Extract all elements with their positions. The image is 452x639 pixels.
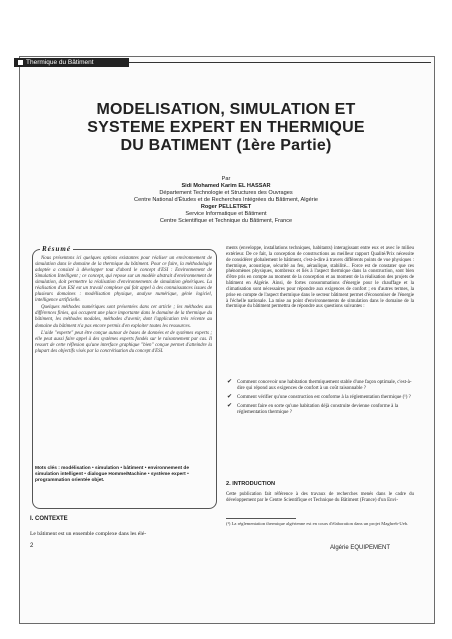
question-list [226, 380, 414, 419]
checkmark-icon: ✔ [227, 393, 233, 400]
checkmark-icon: ✔ [227, 402, 233, 409]
introduction-text: Cette publication fait référence à des travaux de recherches menés dans le cadre du développement par le Centre Scientifique et Technique du Bâtiment (France) d'un Envi- [226, 492, 414, 503]
contexte-text: Le bâtiment est un ensemble complexe dans les élé- [30, 531, 147, 537]
question-item [226, 380, 414, 392]
author-block [40, 176, 412, 225]
question-item [226, 404, 414, 416]
section-heading-introduction: 2. INTRODUCTION [226, 481, 276, 487]
title-line-3: DU BATIMENT (1ère Partie) [120, 137, 332, 154]
question-text: Comment vérifier qu'une construction est conforme à la réglementation thermique (¹) ? [237, 395, 411, 400]
section-banner [14, 58, 129, 67]
body-paragraph: ments (enveloppe, installations techniques, habitants) interagissant entre eux et avec le milieu extérieur. De ce fait, la conception de constructions au meilleur rapport Qualité/Prix nécessite de considérer globalement le bâtiment, c'est-à-dire à travers différents points de vue physiques : thermique, acoustique, sécurité au feu, aéraulique, stabilité... Force est de constater que ces phénomènes physiques, nombreux et liés à l'aspect thermique dans la construction, sont bien d'être pris en compte au moment de la conception et au moment de la réalisation des projets de bâtiment en Algérie. Ainsi, de fortes consommations d'énergie pour le chauffage et la climatisation sont nécessaires pour répondre aux exigences de confort ; en d'autres termes, la prise en compte de l'aspect thermique dans le secteur bâtiment permet d'économiser de l'énergie à l'échelle nationale. La mise au point d'environnements de simulation dans le domaine de la thermique du bâtiment permettra de répondre aux questions suivantes : [226, 246, 414, 310]
banner-square-icon [18, 60, 23, 65]
author-1-name: Sidi Mohamed Karim EL HASSAR [181, 183, 271, 189]
question-text: Comment concevoir une habitation thermiquement stable d'une façon optimale, c'est-à-dire qui répond aux exigences de confort à un coût raisonnable ? [237, 380, 412, 391]
article-title [40, 101, 412, 155]
title-line-2: SYSTEME EXPERT EN THERMIQUE [87, 119, 365, 136]
author-2-name: Roger PELLETRET [200, 204, 252, 210]
question-text: Comment faire en sorte qu'une habitation déjà construite devienne conforme à la réglementation thermique ? [237, 404, 399, 415]
abstract-paragraph: Nous présentons ici quelques options existantes pour réaliser un environnement de simulation dans le domaine de la thermique du bâtiment. Pour ce faire, la méthodologie adoptée a consisté à développer tout d'abord le concept d'ESI : Environnement de Simulation Intelligent ; ce concept, qui repose sur un modèle abstrait d'environnement de simulation, doit permettre la réalisation d'environnements de simulation génériques. La réalisation d'un ESI est un travail complexe qui fait appel à des connaissances issues de plusieurs domaines : modélisation physique, analyse numérique, génie logiciel, intelligence artificielle. [35, 256, 212, 304]
authors-par: Par [221, 176, 231, 182]
footnote-rule [226, 518, 296, 519]
author-2-department: Service Informatique et Bâtiment [185, 211, 267, 217]
abstract-paragraph: L'aide "experte" peut être conçue autour de bases de données et de systèmes experts ; elle peut aussi faire appel à des systèmes experts fondés sur le raisonnement par cas. Il ressort de cette réflexion qu'une interface graphique "bien" conçue permet d'atteindre la plupart des objectifs visés par la concrétisation du concept d'ESI. [35, 330, 212, 354]
abstract-heading: Résumé [42, 245, 71, 253]
section-heading-contexte: I. CONTEXTE [30, 516, 68, 522]
author-2-institution: Centre Scientifique et Technique du Bâtiment, France [159, 218, 293, 224]
abstract-paragraph: Quelques méthodes numériques sont présentées dans cet article ; les méthodes aux différences finies, qui occupent une place importante dans le domaine de la thermique du bâtiment, les méthodes modales, méthodes d'avenir, dont l'application très récente au domaine du bâtiment n'a pas encore permis d'en exploiter toutes les ressources. [35, 305, 212, 329]
footnote: (¹) La réglementation thermique algérienne est en cours d'élaboration dans un projet Maghreb-Ueb. [226, 521, 409, 526]
author-1-institution: Centre National d'Études et de Recherches Intégrées du Bâtiment, Algérie [134, 197, 318, 203]
abstract-text [35, 256, 212, 356]
question-item [226, 395, 414, 401]
journal-name: Algérie EQUIPEMENT [330, 545, 391, 551]
page-number: 2 [30, 543, 34, 549]
section-banner-label: Thermique du Bâtiment [26, 59, 94, 66]
right-column-text [226, 246, 414, 311]
keywords: Mots clés : modélisation • simulation • bâtiment • environnement de simulation intelligent • dialogue Homme/Machine • système expert • programmation orientée objet. [35, 466, 190, 484]
title-line-1: MODELISATION, SIMULATION ET [96, 101, 356, 118]
banner-rule [129, 62, 431, 63]
checkmark-icon: ✔ [227, 378, 233, 385]
author-1-department: Département Technologie et Structures des Ouvrages [159, 190, 293, 196]
